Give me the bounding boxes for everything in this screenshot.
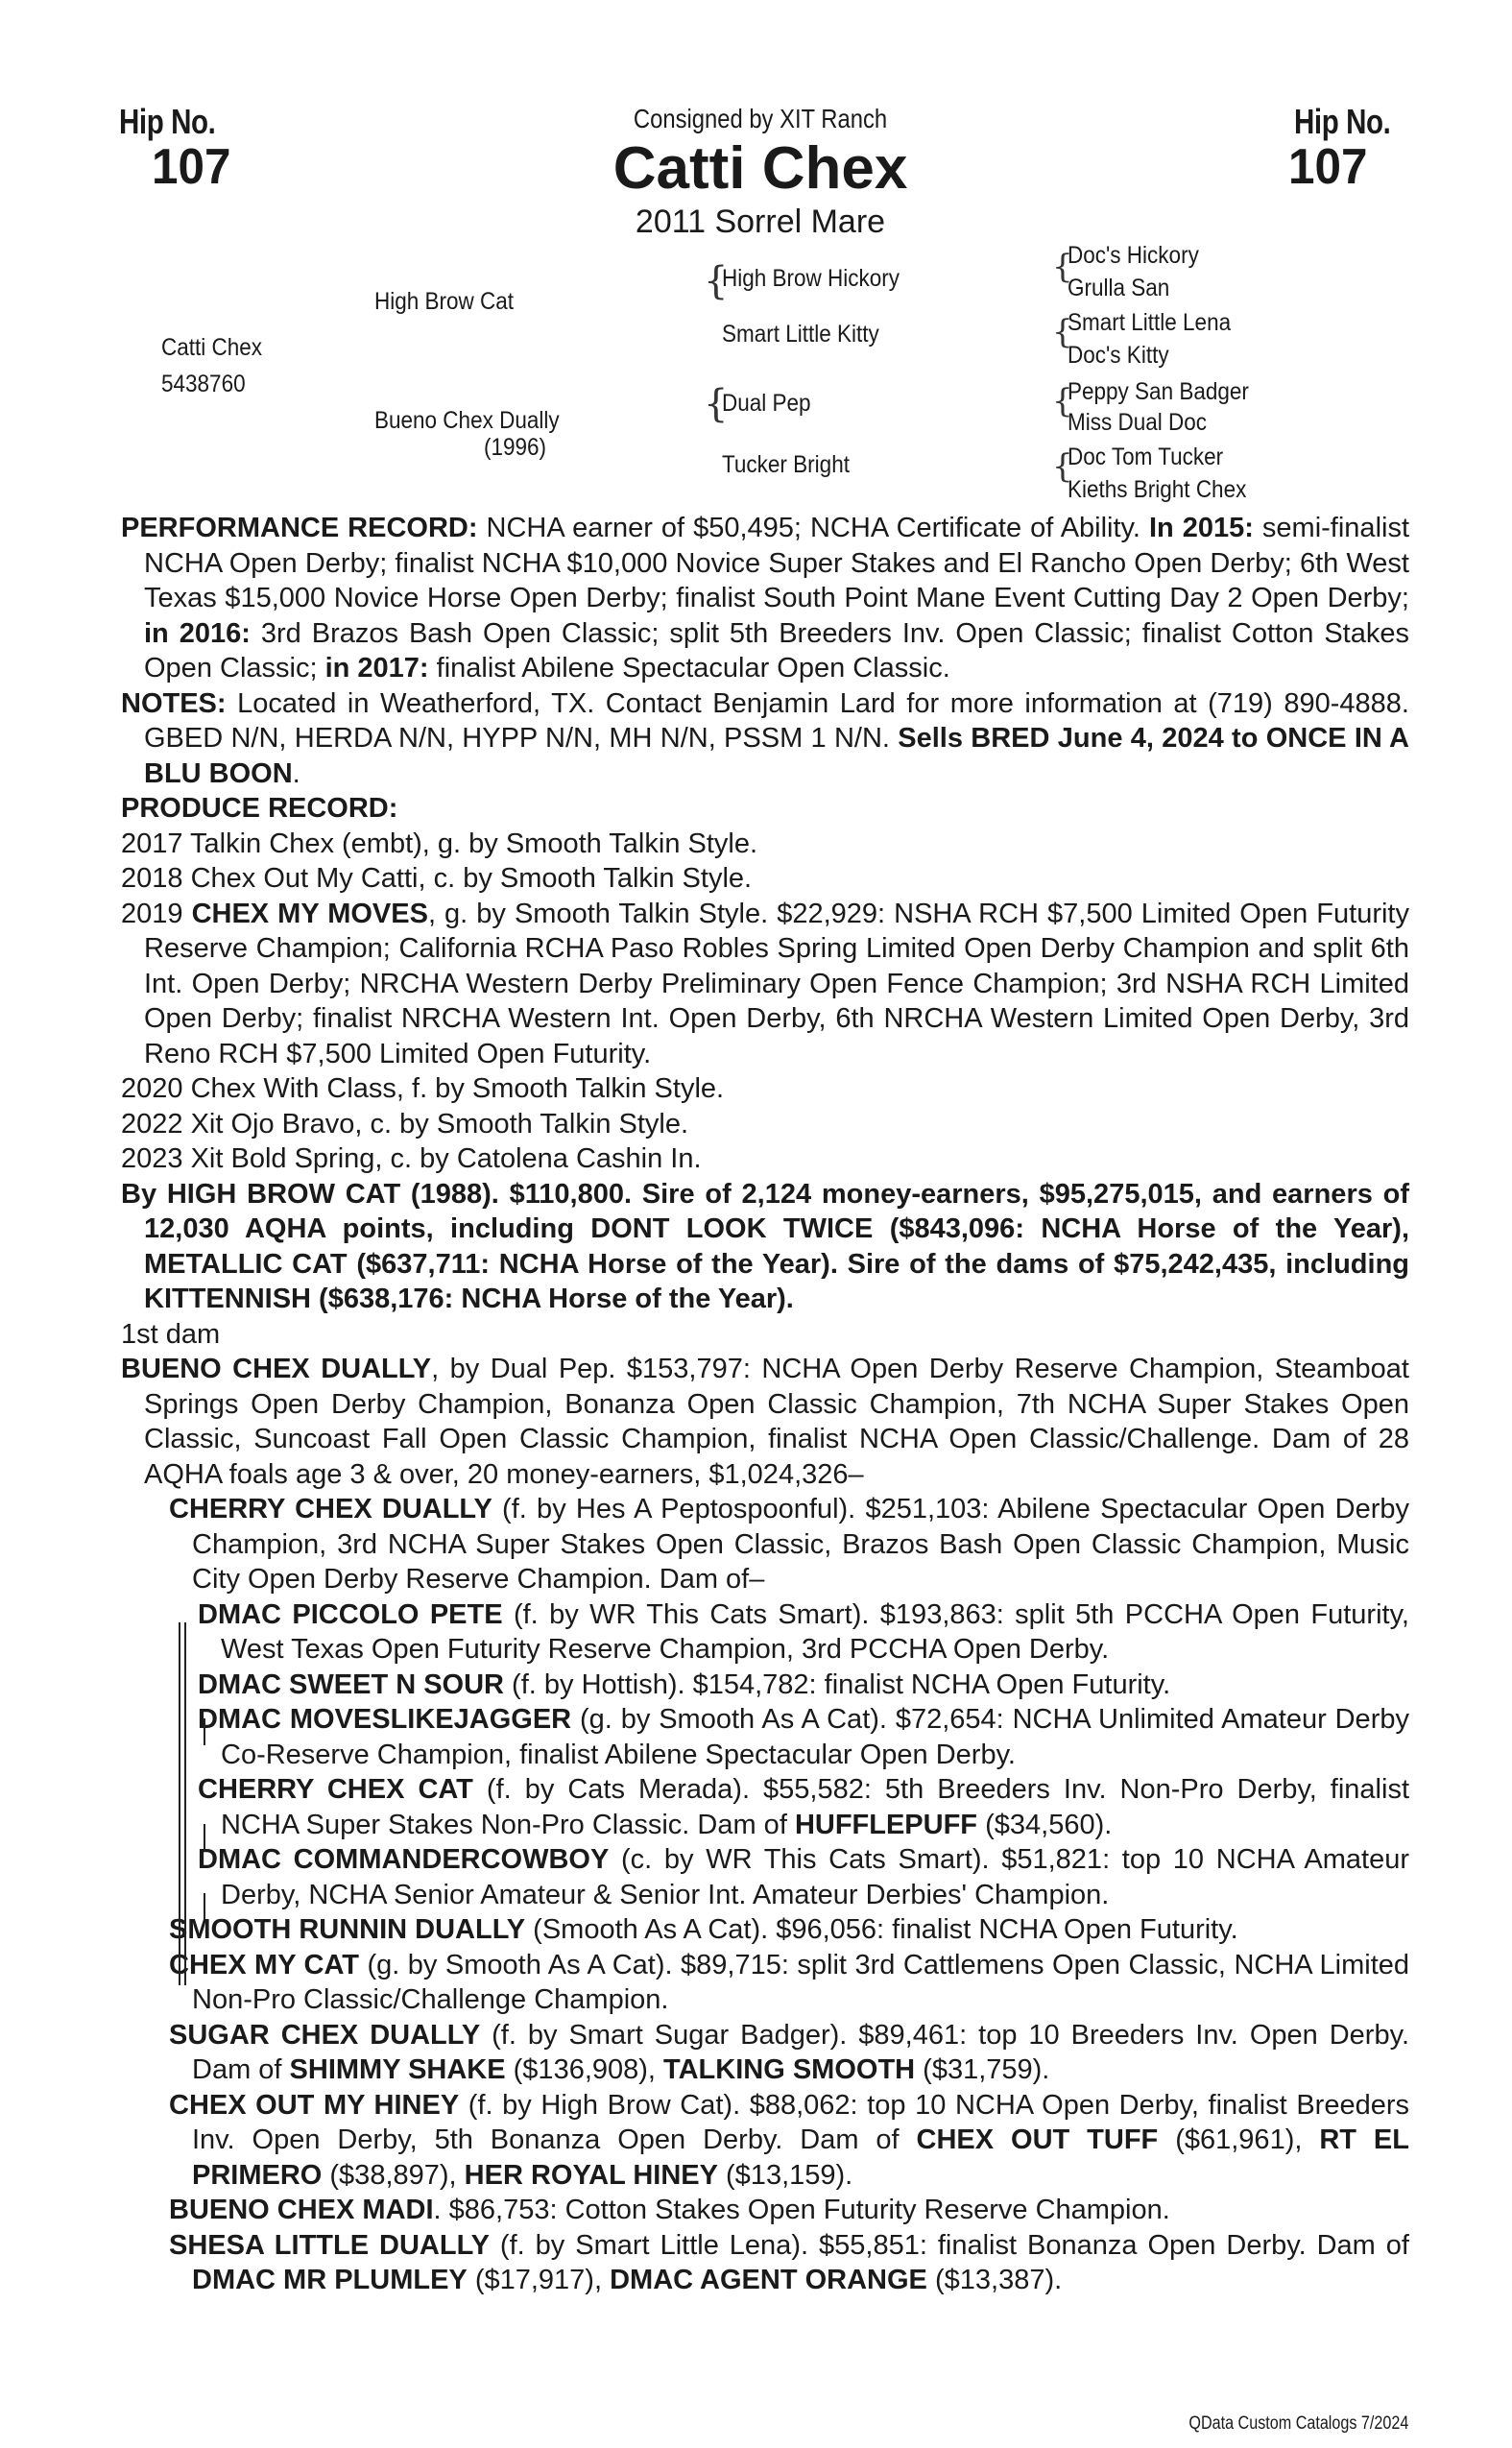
pedigree-dam-year: (1996) — [484, 434, 547, 461]
offspring-dmac-commandercowboy: DMAC COMMANDERCOWBOY (c. by WR This Cats Smart). $51,821: top 10 NCHA Amateur Derby, NCHA Senior Amateur & Senior Int. Amateur Derbies' Champion. — [198, 1844, 1410, 1910]
offspring-shesa-little-dually: SHESA LITTLE DUALLY (f. by Smart Little Lena). $55,851: finalist Bonanza Open Derby. Dam of DMAC MR PLUMLEY ($17,917), DMAC AGENT ORANGE ($13,387). — [169, 2229, 1409, 2295]
produce-2017: 2017 Talkin Chex (embt), g. by Smooth Talkin Style. — [121, 828, 758, 859]
pedigree-ggp-4: Doc's Kitty — [1068, 342, 1169, 369]
pedigree-dam-dam: Tucker Bright — [722, 451, 850, 478]
produce-2018: 2018 Chex Out My Catti, c. by Smooth Talkin Style. — [121, 863, 753, 894]
pedigree-ggp-1: Doc's Hickory — [1068, 242, 1199, 269]
offspring-chex-my-cat: CHEX MY CAT (g. by Smooth As A Cat). $89,715: split 3rd Cattlemens Open Classic, NCHA Limited Non-Pro Classic/Challenge Champion. — [169, 1949, 1410, 2015]
lineage-bar — [179, 1622, 180, 1985]
pedigree-dam-sire: Dual Pep — [722, 390, 811, 417]
pedigree-ggp-7: Doc Tom Tucker — [1068, 444, 1224, 470]
pedigree-sire: High Brow Cat — [374, 288, 515, 315]
catalog-body — [121, 511, 1409, 2298]
sire-summary: By HIGH BROW CAT (1988). $110,800. Sire of 2,124 money-earners, $95,275,015, and earners of 12,030 AQHA points, including DONT LOOK TWICE ($843,096: NCHA Horse of the Year), METALLIC CAT ($637,711: NCHA Horse of the Year). Sire of the dams of $75,242,435, including KITTENNISH ($638,176: NCHA Horse of the Year). — [121, 1178, 1409, 1314]
offspring-cherry-chex-cat: CHERRY CHEX CAT (f. by Cats Merada). $55,582: 5th Breeders Inv. Non-Pro Derby, finalist NCHA Super Stakes Non-Pro Classic. Dam of HUFFLEPUFF ($34,560). — [198, 1774, 1409, 1840]
produce-2020: 2020 Chex With Class, f. by Smooth Talkin Style. — [121, 1073, 725, 1104]
pedigree-subject-name: Catti Chex — [161, 334, 263, 361]
pedigree-brace: { — [1052, 248, 1073, 286]
pedigree-ggp-2: Grulla San — [1068, 275, 1170, 301]
pedigree-ggp-8: Kieths Bright Chex — [1068, 476, 1247, 503]
offspring-cherry-chex-dually: CHERRY CHEX DUALLY (f. by Hes A Peptospoonful). $251,103: Abilene Spectacular Open Derby Champion, 3rd NCHA Super Stakes Open Classic, Brazos Bash Open Classic Champion, Music City Open Derby Reserve Champion. Dam of– — [169, 1494, 1409, 1595]
consignor: Consigned by XIT Ranch — [633, 104, 888, 133]
pedigree-brace: { — [704, 382, 729, 426]
pedigree-ggp-5: Peppy San Badger — [1068, 378, 1249, 405]
hip-number-left: 107 — [152, 139, 231, 195]
first-dam-offspring — [121, 1492, 1409, 2298]
lineage-bar — [184, 1622, 186, 1985]
produce-2022: 2022 Xit Ojo Bravo, c. by Smooth Talkin Style. — [121, 1108, 689, 1140]
horse-name: Catti Chex — [612, 135, 908, 202]
lineage-bar — [204, 1824, 205, 1851]
pedigree-ggp-6: Miss Dual Doc — [1068, 409, 1208, 436]
cherry-chex-dually-offspring — [169, 1597, 1409, 1913]
performance-record: PERFORMANCE RECORD: NCHA earner of $50,495; NCHA Certificate of Ability. In 2015: semi-finalist NCHA Open Derby; finalist NCHA $10,000 Novice Super Stakes and El Rancho Open Derby; 6th West Texas $15,000 Novice Horse Open Derby; finalist South Point Mane Event Cutting Day 2 Open Derby; in 2016: 3rd Brazos Bash Open Classic; split 5th Breeders Inv. Open Classic; finalist Cotton Stakes Open Classic; in 2017: finalist Abilene Spectacular Open Classic. — [121, 513, 1410, 684]
pedigree-sire-dam: Smart Little Kitty — [722, 321, 879, 348]
offspring-smooth-runnin-dually: SMOOTH RUNNIN DUALLY (Smooth As A Cat). $96,056: finalist NCHA Open Futurity. — [169, 1914, 1238, 1945]
notes: NOTES: Located in Weatherford, TX. Contact Benjamin Lard for more information at (719) 890-4888. GBED N/N, HERDA N/N, HYPP N/N, MH N/N, PSSM 1 N/N. Sells BRED June 4, 2024 to ONCE IN A BLU BOON. — [121, 687, 1409, 789]
hip-label-left: Hip No. — [119, 102, 216, 141]
footer-credit: QData Custom Catalogs 7/2024 — [1188, 2413, 1408, 2434]
pedigree-brace: { — [1052, 447, 1073, 486]
produce-2023: 2023 Xit Bold Spring, c. by Catolena Cashin In. — [121, 1143, 702, 1174]
offspring-dmac-moveslikejagger: DMAC MOVESLIKEJAGGER (g. by Smooth As A Cat). $72,654: NCHA Unlimited Amateur Derby Co-Reserve Champion, finalist Abilene Spectacular Open Derby. — [198, 1704, 1409, 1770]
first-dam-entry: BUENO CHEX DUALLY, by Dual Pep. $153,797: NCHA Open Derby Reserve Champion, Steamboat Springs Open Derby Champion, Bonanza Open Classic Champion, 7th NCHA Super Stakes Open Classic, Suncoast Fall Open Classic Champion, finalist NCHA Open Classic/Challenge. Dam of 28 AQHA foals age 3 & over, 20 money-earners, $1,024,326– — [121, 1354, 1409, 1490]
horse-description: 2011 Sorrel Mare — [635, 204, 886, 240]
offspring-sugar-chex-dually: SUGAR CHEX DUALLY (f. by Smart Sugar Badger). $89,461: top 10 Breeders Inv. Open Derby. Dam of SHIMMY SHAKE ($136,908), TALKING SMOOTH ($31,759). — [169, 2019, 1409, 2085]
pedigree-ggp-3: Smart Little Lena — [1068, 309, 1232, 336]
offspring-dmac-piccolo-pete: DMAC PICCOLO PETE (f. by WR This Cats Smart). $193,863: split 5th PCCHA Open Futurity, West Texas Open Futurity Reserve Champion, 3rd PCCHA Open Derby. — [198, 1598, 1409, 1665]
produce-2019: 2019 CHEX MY MOVES, g. by Smooth Talkin Style. $22,929: NSHA RCH $7,500 Limited Open Futurity Reserve Champion; California RCHA Paso Robles Spring Limited Open Derby Champion and split 6th Int. Open Derby; NRCHA Western Derby Preliminary Open Fence Champion; 3rd NSHA RCH Limited Open Derby; finalist NRCHA Western Int. Open Derby, 6th NRCHA Western Limited Open Derby, 3rd Reno RCH $7,500 Limited Open Futurity. — [121, 898, 1409, 1069]
pedigree-brace: { — [704, 259, 729, 303]
first-dam-label: 1st dam — [121, 1318, 221, 1350]
lineage-bar — [204, 1893, 205, 1920]
pedigree-brace: { — [1052, 382, 1073, 420]
produce-record-label: PRODUCE RECORD: — [121, 793, 398, 824]
offspring-bueno-chex-madi: BUENO CHEX MADI. $86,753: Cotton Stakes Open Futurity Reserve Champion. — [169, 2195, 1170, 2225]
pedigree-dam: Bueno Chex Dually — [374, 407, 560, 434]
hip-number-right: 107 — [1288, 139, 1368, 195]
offspring-dmac-sweet-n-sour: DMAC SWEET N SOUR (f. by Hottish). $154,782: finalist NCHA Open Futurity. — [198, 1668, 1171, 1700]
pedigree-sire-sire: High Brow Hickory — [722, 265, 900, 292]
lineage-bar — [204, 1718, 205, 1745]
hip-label-right: Hip No. — [1294, 102, 1391, 141]
pedigree-registration: 5438760 — [161, 371, 246, 397]
offspring-chex-out-my-hiney: CHEX OUT MY HINEY (f. by High Brow Cat). $88,062: top 10 NCHA Open Derby, finalist Breeders Inv. Open Derby, 5th Bonanza Open Derby. Dam of CHEX OUT TUFF ($61,961), RT EL PRIMERO ($38,897), HER ROYAL HINEY ($13,159). — [169, 2089, 1409, 2191]
pedigree-brace: { — [1052, 313, 1073, 351]
